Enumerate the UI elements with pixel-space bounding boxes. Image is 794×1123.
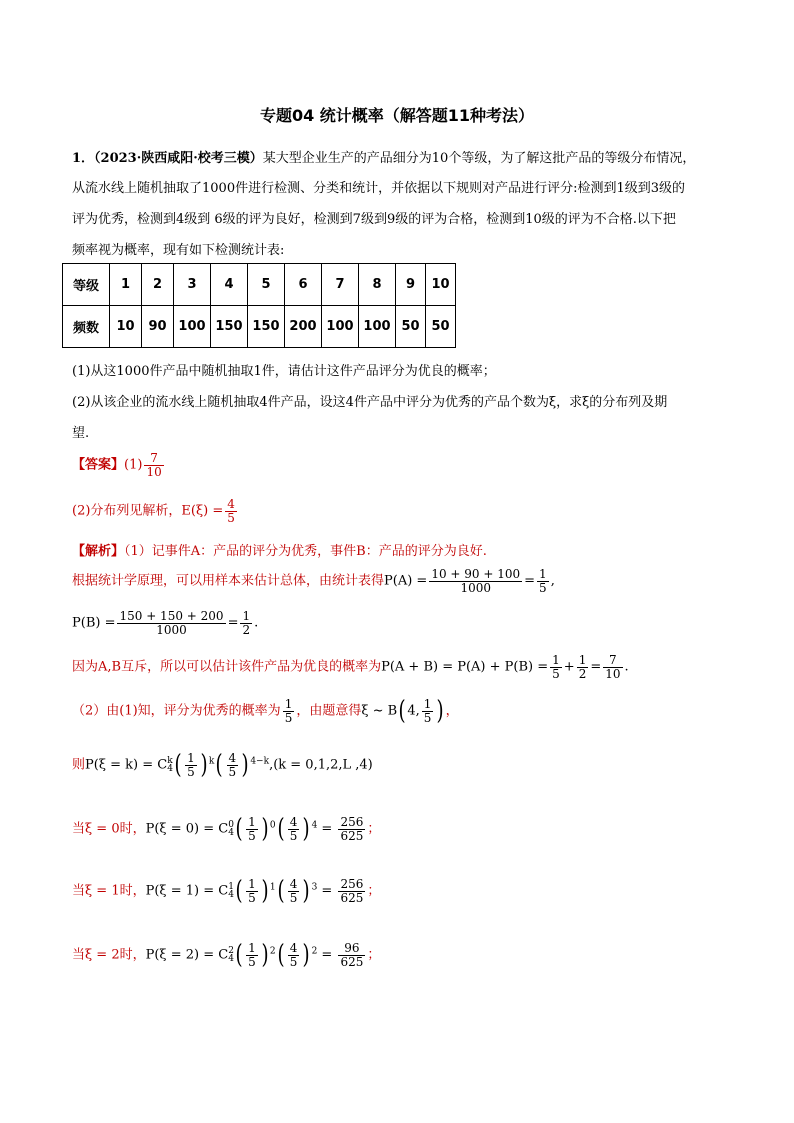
denominator: 5 bbox=[227, 510, 235, 525]
analysis-text-2: 根据统计学原理，可以用样本来估计总体，由统计表得 bbox=[72, 573, 385, 589]
numerator: 4 bbox=[289, 815, 298, 829]
table-cell: 100 bbox=[174, 306, 211, 348]
numerator: 7 bbox=[144, 452, 163, 466]
left-paren: ( bbox=[277, 876, 285, 907]
sub: 4 bbox=[228, 828, 234, 839]
numerator: 4 bbox=[227, 497, 235, 511]
numerator: 1 bbox=[578, 653, 587, 667]
right-paren: ) bbox=[200, 750, 208, 781]
sup: 0 bbox=[228, 820, 234, 830]
case-text: 当ξ = 0时， bbox=[72, 821, 146, 837]
analysis-line-1 bbox=[72, 540, 487, 559]
denominator: 5 bbox=[248, 954, 256, 969]
fraction bbox=[283, 698, 295, 724]
left-paren: ( bbox=[398, 696, 406, 727]
numerator: 10 + 90 + 100 bbox=[431, 567, 521, 581]
analysis-text-4: 因为A,B互斥，所以可以估计该件产品为优良的概率为 bbox=[72, 659, 382, 675]
numerator: 1 bbox=[552, 653, 560, 667]
fraction bbox=[577, 654, 589, 680]
problem-line-3: 评为优秀，检测到4级到 6级的评为良好，检测到7级到9级的评为合格，检测到10级的评为不合格.以下把 bbox=[72, 212, 676, 227]
denominator: 5 bbox=[284, 710, 293, 725]
denominator: 2 bbox=[578, 666, 587, 681]
equals: = bbox=[590, 659, 602, 675]
numerator: 256 bbox=[340, 877, 364, 891]
combination-index bbox=[228, 947, 234, 963]
analysis-line-2 bbox=[72, 568, 555, 594]
fraction bbox=[246, 816, 258, 842]
table-cell: 2 bbox=[142, 264, 174, 306]
right-paren: ) bbox=[261, 876, 269, 907]
math-expr: P(ξ = 1) = C bbox=[145, 883, 229, 899]
analysis-text-1: （1）记事件A：产品的评分为优秀，事件B：产品的评分为良好. bbox=[124, 544, 487, 559]
exponent: 4−k bbox=[250, 756, 270, 767]
fraction bbox=[144, 452, 163, 478]
combination-index bbox=[228, 883, 234, 899]
table-cell: 9 bbox=[396, 264, 426, 306]
answer-2-expr: E(ξ) = bbox=[181, 503, 224, 519]
table-cell: 100 bbox=[322, 306, 359, 348]
punct: . bbox=[624, 659, 629, 675]
analysis-label: 【解析】 bbox=[72, 544, 125, 559]
case-line-1: 当ξ = 1时，P(ξ = 1) = C 1 4 ( $\frac{1}{5}$ ) $^1$( $\frac{4}{5}$ ) $^3$ = $\frac{256}{625}$ ； bbox=[72, 876, 381, 907]
frequency-table bbox=[62, 263, 456, 348]
left-paren: ( bbox=[215, 750, 224, 781]
table-row-counts bbox=[63, 306, 456, 348]
analysis-text-6: 则 bbox=[72, 757, 86, 773]
fraction bbox=[338, 942, 365, 968]
analysis-text-5: （2）由(1)知，评分为优秀的概率为 bbox=[72, 703, 281, 719]
right-paren: ) bbox=[302, 876, 311, 907]
range: ,(k = 0,1,2,L ,4) bbox=[269, 757, 373, 773]
left-paren: ( bbox=[235, 940, 243, 971]
exponent: 4 bbox=[311, 820, 318, 831]
numerator: 4 bbox=[228, 751, 237, 765]
problem-line-1 bbox=[72, 147, 695, 166]
denominator: 625 bbox=[340, 828, 364, 843]
denominator: 5 bbox=[289, 954, 298, 969]
fraction bbox=[185, 752, 197, 778]
case-text: 当ξ = 1时， bbox=[72, 883, 146, 899]
case-line-0: 当ξ = 0时，P(ξ = 0) = C 0 4 ( $\frac{1}{5}$ ) $^0$( $\frac{4}{5}$ ) $^4$ = $\frac{256}{625}$ ； bbox=[72, 814, 381, 845]
plus: + bbox=[563, 659, 575, 675]
answer-1-prefix: (1) bbox=[124, 457, 143, 473]
denominator: 5 bbox=[248, 890, 256, 905]
problem-text-1: 某大型企业生产的产品细分为10个等级，为了解这批产品的等级分布情况， bbox=[262, 151, 696, 166]
numerator: 7 bbox=[603, 654, 622, 668]
table-cell: 100 bbox=[359, 306, 396, 348]
denominator: 2 bbox=[242, 622, 251, 637]
sub: 4 bbox=[167, 764, 173, 775]
fraction bbox=[338, 816, 365, 842]
right-paren: ) bbox=[261, 940, 269, 971]
numerator: 1 bbox=[248, 877, 256, 891]
numerator: 4 bbox=[289, 941, 298, 955]
math-expr: ξ ~ B bbox=[361, 703, 398, 719]
numerator: 1 bbox=[187, 751, 195, 765]
punct: ， bbox=[445, 703, 459, 719]
question-2-line-1: (2)从该企业的流水线上随机抽取4件产品，设这4件产品中评分为优秀的产品个数为ξ，求ξ的分布列及期 bbox=[72, 395, 668, 410]
case-line-2: 当ξ = 2时，P(ξ = 2) = C 2 4 ( $\frac{1}{5}$ ) $^2$( $\frac{4}{5}$ ) $^2$ = $\frac{96}{625}$ ； bbox=[72, 940, 381, 971]
table-cell: 10 bbox=[426, 264, 456, 306]
problem-number: 1． bbox=[72, 151, 95, 166]
answer-2-text: (2)分布列见解析， bbox=[72, 503, 182, 519]
table-cell: 200 bbox=[285, 306, 322, 348]
table-row-levels bbox=[63, 264, 456, 306]
punct: ； bbox=[367, 821, 381, 837]
math-expr: P(ξ = 2) = C bbox=[145, 947, 229, 963]
punct: ； bbox=[367, 883, 381, 899]
fraction bbox=[246, 878, 258, 904]
exponent: k bbox=[208, 756, 215, 767]
denominator: 10 bbox=[146, 464, 162, 479]
denominator: 5 bbox=[423, 710, 432, 725]
punct: ； bbox=[367, 947, 381, 963]
denominator: 5 bbox=[552, 666, 560, 681]
sup: 2 bbox=[228, 946, 234, 956]
numerator: 1 bbox=[248, 815, 256, 829]
fraction bbox=[288, 816, 300, 842]
denominator: 5 bbox=[187, 764, 195, 779]
table-cell: 50 bbox=[396, 306, 426, 348]
fraction bbox=[246, 942, 258, 968]
fraction bbox=[338, 878, 365, 904]
numerator: 1 bbox=[423, 697, 432, 711]
numerator: 96 bbox=[338, 942, 365, 956]
table-cell: 7 bbox=[322, 264, 359, 306]
fraction bbox=[422, 698, 434, 724]
table-cell: 50 bbox=[426, 306, 456, 348]
combination-index bbox=[228, 821, 234, 837]
fraction bbox=[603, 654, 622, 680]
problem-line-2: 从流水线上随机抽取了1000件进行检测、分类和统计，并依据以下规则对产品进行评分:检测到1级到3级的 bbox=[72, 181, 686, 196]
left-paren: ( bbox=[277, 814, 285, 845]
denominator: 625 bbox=[340, 890, 364, 905]
numerator: 256 bbox=[340, 815, 364, 829]
denominator: 1000 bbox=[156, 622, 187, 637]
analysis-text-5b: ，由题意得 bbox=[296, 703, 362, 719]
math-arg: 4, bbox=[407, 703, 420, 719]
equals: = bbox=[227, 615, 239, 631]
table-cell: 10 bbox=[110, 306, 142, 348]
denominator: 5 bbox=[228, 764, 237, 779]
denominator: 5 bbox=[289, 828, 298, 843]
denominator: 5 bbox=[539, 580, 547, 595]
table-cell: 6 bbox=[285, 264, 322, 306]
math-expr: P(A) = bbox=[384, 573, 428, 589]
table-cell: 150 bbox=[211, 306, 248, 348]
problem-line-4: 频率视为概率，现有如下检测统计表: bbox=[72, 243, 285, 258]
fraction bbox=[225, 498, 237, 524]
table-header-count: 频数 bbox=[63, 306, 110, 348]
page-title: 专题04 统计概率（解答题11种考法） bbox=[259, 106, 535, 125]
fraction bbox=[550, 654, 562, 680]
left-paren: ( bbox=[174, 750, 182, 781]
analysis-line-6 bbox=[72, 750, 373, 781]
fraction bbox=[429, 568, 522, 594]
left-paren: ( bbox=[235, 876, 243, 907]
sup: 1 bbox=[228, 882, 234, 892]
sup: k bbox=[167, 756, 173, 766]
numerator: 1 bbox=[539, 567, 547, 581]
denominator: 10 bbox=[605, 666, 621, 681]
numerator: 4 bbox=[289, 877, 298, 891]
numerator: 1 bbox=[284, 697, 293, 711]
denominator: 5 bbox=[248, 828, 256, 843]
table-cell: 90 bbox=[142, 306, 174, 348]
exponent: 2 bbox=[311, 946, 318, 957]
denominator: 5 bbox=[289, 890, 298, 905]
answer-line-1 bbox=[72, 452, 166, 478]
combination-index bbox=[167, 757, 173, 773]
table-cell: 5 bbox=[248, 264, 285, 306]
numerator: 150 + 150 + 200 bbox=[119, 609, 224, 623]
sub: 4 bbox=[228, 954, 234, 965]
fraction bbox=[227, 752, 239, 778]
denominator: 1000 bbox=[460, 580, 491, 595]
table-cell: 4 bbox=[211, 264, 248, 306]
analysis-line-4 bbox=[72, 654, 629, 680]
fraction bbox=[537, 568, 549, 594]
problem-source: （2023·陕西咸阳·校考三模） bbox=[94, 151, 263, 166]
math-expr: P(ξ = 0) = C bbox=[145, 821, 229, 837]
answer-line-2 bbox=[72, 498, 239, 524]
analysis-line-3 bbox=[72, 610, 258, 636]
fraction bbox=[117, 610, 225, 636]
fraction bbox=[240, 610, 252, 636]
numerator: 1 bbox=[242, 609, 251, 623]
right-paren: ) bbox=[302, 940, 311, 971]
equals: = bbox=[524, 573, 536, 589]
right-paren: ) bbox=[241, 750, 249, 781]
math-expr: P(B) = bbox=[72, 615, 116, 631]
math-expr: P(ξ = k) = C bbox=[85, 757, 168, 773]
punct: . bbox=[254, 615, 259, 631]
question-2-line-2: 望. bbox=[72, 426, 90, 441]
table-cell: 150 bbox=[248, 306, 285, 348]
right-paren: ) bbox=[261, 814, 269, 845]
exponent: 1 bbox=[269, 882, 276, 893]
punct: , bbox=[550, 573, 555, 589]
denominator: 625 bbox=[340, 954, 364, 969]
right-paren: ) bbox=[436, 696, 445, 727]
analysis-line-5 bbox=[72, 696, 459, 727]
fraction bbox=[288, 878, 300, 904]
right-paren: ) bbox=[302, 814, 311, 845]
table-cell: 1 bbox=[110, 264, 142, 306]
numerator: 1 bbox=[248, 941, 256, 955]
question-1: (1)从这1000件产品中随机抽取1件，请估计这件产品评分为优良的概率； bbox=[72, 364, 496, 379]
exponent: 0 bbox=[269, 820, 276, 831]
math-expr: P(A + B) = P(A) + P(B) = bbox=[381, 659, 549, 675]
sub: 4 bbox=[228, 890, 234, 901]
answer-label: 【答案】 bbox=[72, 457, 125, 473]
case-text: 当ξ = 2时， bbox=[72, 947, 146, 963]
table-cell: 3 bbox=[174, 264, 211, 306]
table-cell: 8 bbox=[359, 264, 396, 306]
fraction bbox=[288, 942, 300, 968]
left-paren: ( bbox=[235, 814, 243, 845]
table-header-level: 等级 bbox=[63, 264, 110, 306]
exponent: 3 bbox=[311, 882, 318, 893]
left-paren: ( bbox=[277, 940, 285, 971]
exponent: 2 bbox=[269, 946, 276, 957]
